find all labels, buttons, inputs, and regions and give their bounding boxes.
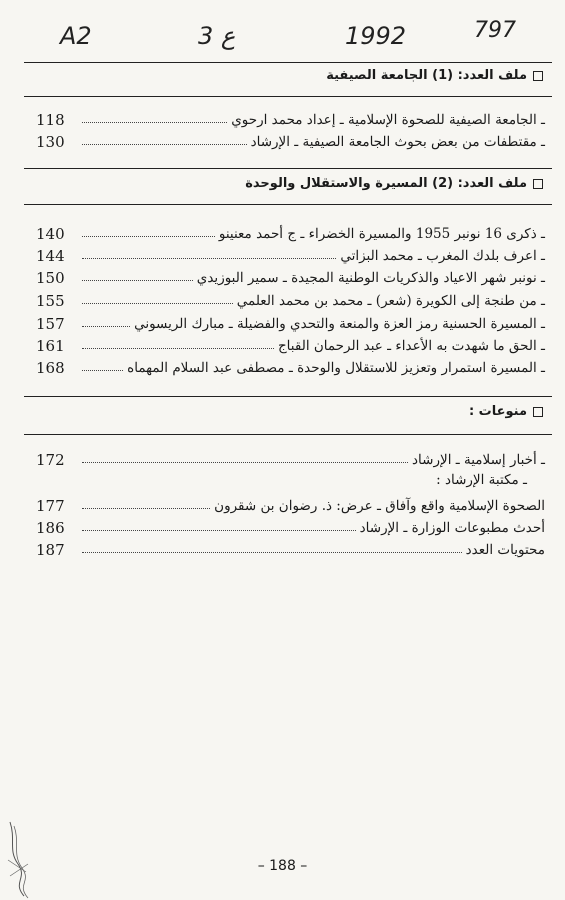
dot-leader [82,280,193,281]
dot-leader [82,348,274,349]
page-number: 172 [36,451,65,469]
toc-entry [30,358,545,378]
checkbox-square-icon [533,179,543,189]
page-number: 130 [36,133,65,151]
entry-title: ـ الجامعة الصيفية للصحوة الإسلامية ـ إعداد محمد ارحوي [231,112,545,128]
toc-entry [30,268,545,288]
dot-leader [82,530,356,531]
toc-entry [30,336,545,356]
page-footer-number: – 188 – [257,858,308,874]
dot-leader [82,258,336,259]
handwritten-year: 1992 [345,22,407,50]
section-title: منوعات : [468,404,527,419]
section-heading-2 [245,176,543,191]
dot-leader [82,326,130,327]
page-number: 118 [36,111,65,129]
toc-entry [30,291,545,311]
entry-title: محتويات العدد [465,542,545,558]
section-title: ملف العدد: (2) المسيرة والاستقلال والوحدة [245,176,527,191]
section-divider [24,204,552,205]
toc-entry [30,224,545,244]
entry-title: ـ نونبر شهر الاعياد والذكريات الوطنية المجيدة ـ سمير البوزيدي [196,270,545,286]
section-divider [24,168,552,169]
entry-title: ـ مقتطفات من بعض بحوث الجامعة الصيفية ـ الإرشاد [250,134,545,150]
page-number: 161 [36,337,65,355]
toc-entry [30,132,545,152]
section-divider [24,96,552,97]
section-heading-1 [326,68,543,83]
page-number: 168 [36,359,65,377]
entry-title: ـ المسيرة استمرار وتعزيز للاستقلال والوحدة ـ مصطفى عبد السلام المهماه [127,360,545,376]
section-divider [24,62,552,63]
checkbox-square-icon [533,71,543,81]
page-number: 140 [36,225,65,243]
dot-leader [82,144,247,145]
subsection-label: ـ مكتبة الإرشاد : [436,472,527,488]
section-divider [24,396,552,397]
page-number: 187 [36,541,65,559]
checkbox-square-icon [533,407,543,417]
dot-leader [82,508,210,509]
entry-title: ـ ذكرى 16 نونبر 1955 والمسيرة الخضراء ـ ج أحمد معنينو [218,226,545,242]
toc-entry [30,540,545,560]
entry-title: أحدث مطبوعات الوزارة ـ الإرشاد [359,520,545,536]
page-number: 155 [36,292,65,310]
section-title: ملف العدد: (1) الجامعة الصيفية [326,68,527,83]
dot-leader [82,303,233,304]
entry-title: ـ أخبار إسلامية ـ الإرشاد [412,452,545,468]
dot-leader [82,462,408,463]
section-heading-3 [469,404,543,419]
entry-title: ـ الحق ما شهدت به الأعداء ـ عبد الرحمان القباج [277,338,545,354]
dot-leader [82,122,227,123]
handwritten-note-a: A2 [60,22,92,50]
toc-entry [30,450,545,470]
toc-entry [30,496,545,516]
dot-leader [82,552,462,553]
dot-leader [82,370,123,371]
entry-title: ـ من طنجة إلى الكويرة (شعر) ـ محمد بن محمد العلمي [236,293,545,309]
page-number: 150 [36,269,65,287]
section-divider [24,434,552,435]
page-number: 157 [36,315,65,333]
entry-title: الصحوة الإسلامية واقع وآفاق ـ عرض: ذ. رضوان بن شقرون [214,498,545,514]
handwritten-note-b: 3 ع [198,22,236,50]
toc-entry [30,246,545,266]
handwritten-number: 797 [474,18,516,43]
entry-title: ـ اعرف بلدك المغرب ـ محمد البزاتي [340,248,545,264]
dot-leader [82,236,215,237]
page-number: 186 [36,519,65,537]
toc-entry [30,518,545,538]
entry-title: ـ المسيرة الحسنية رمز العزة والمنعة والتحدي والفضيلة ـ مبارك الريسوني [134,316,545,332]
page-number: 177 [36,497,65,515]
toc-entry [30,110,545,130]
toc-entry [30,314,545,334]
page-number: 144 [36,247,65,265]
